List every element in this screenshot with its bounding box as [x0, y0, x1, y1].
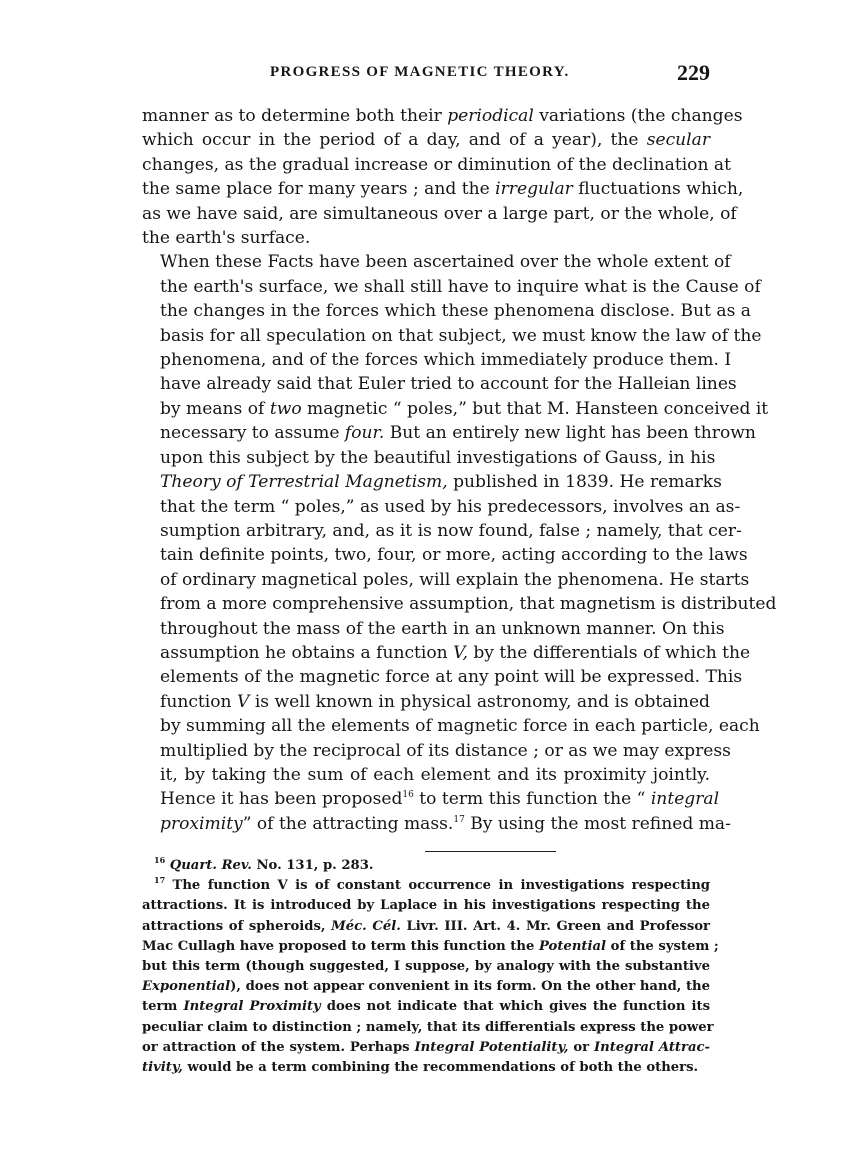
text-run: attractions. It is introduced by Laplace in his investigations respecting the [142, 898, 710, 914]
italic-text: Integral Proximity [183, 999, 321, 1015]
text-line [142, 226, 710, 250]
italic-text: Quart. Rev. [169, 858, 252, 873]
text-run: have already said that Euler tried to account for the Halleian lines [160, 374, 737, 395]
text-line [142, 1018, 714, 1038]
text-run: Livr. III. Art. 4. Mr. Green and Professor [400, 918, 710, 934]
text-run: Mac Cullagh have proposed to term this function the [142, 938, 539, 954]
italic-text: two [269, 398, 302, 419]
text-run: it, by taking the sum of each element and its proximity jointly. [160, 764, 710, 785]
text-line [142, 641, 751, 665]
text-run: No. 131, p. 283. [251, 858, 374, 873]
footnote [142, 856, 710, 876]
footnote-ref: 17 [154, 875, 166, 886]
text-line [142, 977, 710, 997]
text-run: function [160, 691, 238, 712]
text-run: upon this subject by the beautiful investigations of Gauss, in his [160, 447, 716, 468]
text-run: magnetic “ poles,” but that M. Hansteen conceived it [301, 398, 769, 419]
text-run: the changes in the forces which these phenomena disclose. But as a [160, 301, 751, 322]
text-line [142, 787, 720, 811]
text-line [142, 397, 769, 421]
text-line [142, 739, 731, 763]
text-line [142, 957, 710, 977]
text-line [142, 876, 710, 896]
text-line [142, 446, 716, 470]
text-line [142, 856, 710, 876]
text-line [142, 153, 731, 177]
text-run: is well known in physical astronomy, and is obtained [249, 691, 710, 712]
italic-text: irregular [495, 179, 573, 200]
italic-text: Potential [538, 938, 607, 954]
text-line [142, 519, 742, 543]
text-run: changes, as the gradual increase or diminution of the declination at [142, 154, 731, 175]
text-line [142, 937, 719, 957]
text-run: peculiar claim to distinction ; namely, that its differentials express the power [142, 1019, 714, 1035]
body-text [142, 104, 777, 836]
text-line [142, 997, 710, 1017]
text-run: fluctuations which, [572, 179, 744, 200]
text-line [142, 592, 777, 616]
text-run: by summing all the elements of magnetic force in each particle, each [160, 716, 760, 737]
text-run: But an entirely new light has been thrown [384, 423, 756, 444]
text-run: By using the most refined ma- [464, 813, 731, 834]
text-line [142, 299, 751, 323]
paragraph [142, 104, 744, 250]
text-line [142, 763, 710, 787]
text-run: the earth's surface, we shall still have to inquire what is the Cause of [160, 276, 761, 297]
footnote-ref: 17 [453, 814, 465, 825]
text-line [142, 917, 710, 937]
text-run: variations (the changes [533, 106, 743, 126]
text-line [142, 104, 743, 128]
text-run: ” of the attracting mass. [242, 813, 454, 834]
text-line [142, 177, 744, 201]
text-line [142, 896, 710, 916]
text-run: assumption he obtains a function [160, 642, 454, 663]
text-run: attractions of spheroids, [142, 918, 332, 934]
text-run: from a more comprehensive assumption, that magnetism is distributed [160, 594, 777, 615]
text-line [142, 470, 722, 494]
text-line [142, 372, 737, 396]
text-run: tain definite points, two, four, or more, acting according to the laws [160, 545, 748, 566]
footnote-ref: 16 [154, 855, 166, 865]
text-run: phenomena, and of the forces which immediately produce them. I [160, 350, 732, 371]
text-run: ), does not appear convenient in its form. On the other hand, the [230, 979, 711, 995]
text-line [142, 324, 762, 348]
text-run: by the differentials of which the [467, 642, 751, 663]
italic-text: Integral Attrac- [593, 1039, 710, 1055]
text-run: elements of the magnetic force at any point will be expressed. This [160, 667, 743, 688]
text-line [142, 665, 743, 689]
paragraph [142, 250, 777, 836]
page-number: 229 [677, 60, 710, 85]
text-run: necessary to assume [160, 423, 345, 444]
text-line [142, 617, 725, 641]
text-run: published in 1839. He remarks [447, 472, 722, 493]
italic-text: periodical [447, 106, 534, 126]
footnote [142, 875, 719, 1078]
italic-text: integral [650, 789, 720, 810]
text-run: sumption arbitrary, and, as it is now found, false ; namely, that cer- [160, 520, 742, 541]
italic-text: V, [453, 642, 468, 663]
italic-text: Exponential [142, 979, 231, 995]
text-line [142, 495, 741, 519]
footnote-rule [425, 851, 556, 852]
text-run: throughout the mass of the earth in an unknown manner. On this [160, 618, 725, 639]
text-run: which occur in the period of a day, and of a year), the [142, 130, 647, 151]
text-run: the earth's surface. [142, 228, 311, 249]
text-line [142, 568, 750, 592]
italic-text: V [237, 691, 250, 712]
text-run: The function V is of constant occurrence in investigations respecting [165, 878, 710, 894]
text-line [142, 812, 731, 836]
text-run: that the term “ poles,” as used by his predecessors, involves an as- [160, 496, 741, 517]
italic-text: tivity, [142, 1060, 183, 1076]
text-run: of ordinary magnetical poles, will explain the phenomena. He starts [160, 569, 750, 590]
text-line [142, 1058, 710, 1078]
footnotes [142, 855, 719, 1078]
italic-text: Theory of Terrestrial Magnetism, [160, 472, 448, 493]
italic-text: Méc. Cél. [331, 918, 401, 934]
text-run: Hence it has been proposed [160, 789, 403, 810]
text-line [142, 1038, 710, 1058]
italic-text: four. [344, 423, 385, 444]
footnote-ref: 16 [402, 790, 414, 801]
text-run: does not indicate that which gives the function its [320, 999, 710, 1015]
text-run: When these Facts have been ascertained over the whole extent of [160, 252, 731, 273]
text-run: as we have said, are simultaneous over a large part, or the whole, of [142, 203, 737, 224]
text-line [142, 128, 710, 152]
text-run: multiplied by the reciprocal of its distance ; or as we may express [160, 740, 731, 761]
text-run: term [142, 999, 184, 1015]
italic-text: proximity [160, 813, 243, 834]
text-line [142, 275, 761, 299]
text-line [142, 714, 760, 738]
text-run: of the system ; [606, 938, 719, 954]
text-run: or [568, 1039, 594, 1055]
page-header [138, 62, 710, 90]
text-run: manner as to determine both their [142, 106, 448, 126]
running-title: PROGRESS OF MAGNETIC THEORY. [270, 64, 570, 80]
italic-text: Integral Potentiality, [414, 1039, 569, 1055]
text-run: the same place for many years ; and the [142, 179, 496, 200]
text-run: would be a term combining the recommendations of both the others. [182, 1060, 699, 1076]
text-run: or attraction of the system. Perhaps [142, 1039, 415, 1055]
text-run: but this term (though suggested, I suppose, by analogy with the substantive [142, 959, 710, 975]
text-run: basis for all speculation on that subject, we must know the law of the [160, 325, 762, 346]
text-run: to term this function the “ [413, 789, 651, 810]
text-line [142, 543, 748, 567]
text-line [142, 421, 756, 445]
text-run: by means of [160, 398, 270, 419]
italic-text: secular [646, 130, 710, 151]
text-line [142, 348, 732, 372]
text-line [142, 250, 731, 274]
text-line [142, 202, 737, 226]
text-line [142, 690, 710, 714]
